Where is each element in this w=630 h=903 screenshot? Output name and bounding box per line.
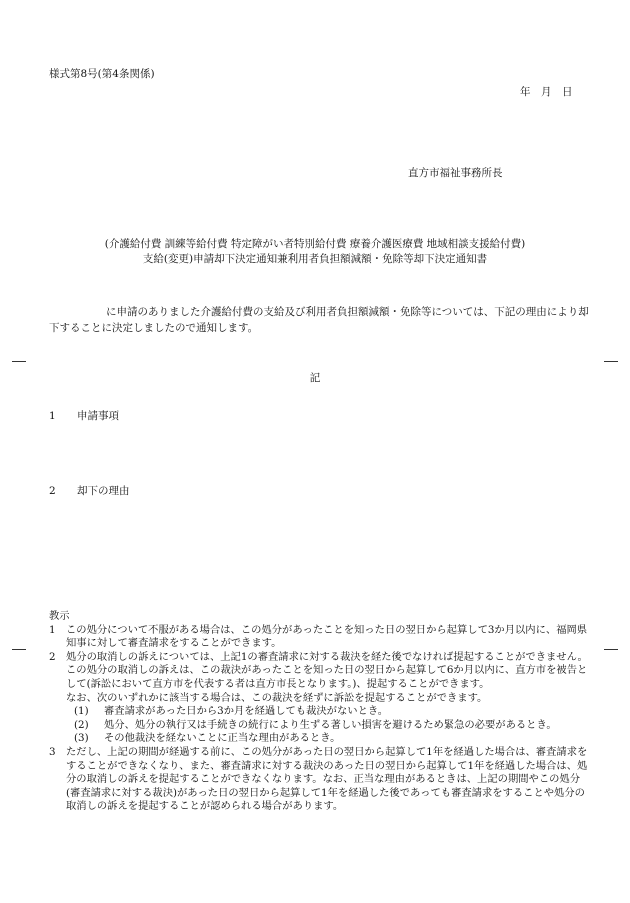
kyouji-item xyxy=(49,651,589,746)
sub-item-number: (2) xyxy=(74,718,89,731)
title-line-2: 支給(変更)申請却下決定通知兼利用者負担額減額・免除等却下決定通知書 xyxy=(142,253,488,265)
kyouji-item xyxy=(49,624,589,651)
kyouji-block xyxy=(49,610,589,814)
sub-item-text: 審査請求があった日から3か月を経過しても裁決がないとき。 xyxy=(104,705,389,718)
section-label: 申請事項 xyxy=(77,410,119,422)
date-line: 年 月 日 xyxy=(520,86,573,98)
item-number: 2 xyxy=(49,650,56,663)
item-number: 3 xyxy=(49,745,56,758)
margin-mark xyxy=(604,361,618,362)
margin-mark xyxy=(12,649,26,650)
section-number: 1 xyxy=(49,410,56,422)
item-text: 処分の取消しの訴えについては、上記1の審査請求に対する裁決を経た後でなければ提起することができません。この処分の取消しの訴えは、この裁決があったことを知った日の翌日から起算して6か月以内に、直方市を被告として(訴訟において直方市を代表する者は直方市長となります。)、提起することができます。 xyxy=(66,650,588,690)
sub-item-number: (1) xyxy=(74,705,89,718)
sub-item-number: (3) xyxy=(74,732,89,745)
margin-mark xyxy=(12,361,26,362)
margin-mark xyxy=(604,649,618,650)
sub-item-text: その他裁決を経ないことに正当な理由があるとき。 xyxy=(104,732,341,745)
sub-item xyxy=(74,732,589,746)
kyouji-item xyxy=(49,746,589,814)
form-number: 様式第8号(第4条関係) xyxy=(49,68,155,80)
item-note: なお、次のいずれかに該当する場合は、この裁決を経ずに訴訟を提起することができます。 xyxy=(66,691,488,704)
section-reason xyxy=(49,484,130,498)
item-number: 1 xyxy=(49,623,56,636)
sub-item-text: 処分、処分の執行又は手続きの続行により生ずる著しい損害を避けるため緊急の必要があるとき。 xyxy=(104,718,557,731)
sub-item xyxy=(74,719,589,733)
issuer: 直方市福祉事務所長 xyxy=(408,167,503,179)
ki-heading: 記 xyxy=(309,372,321,384)
item-text: この処分について不服がある場合は、この処分があったことを知った日の翌日から起算して3か月以内に、福岡県知事に対して審査請求をすることができます。 xyxy=(66,623,588,650)
section-label: 却下の理由 xyxy=(77,485,130,497)
sub-item xyxy=(74,705,589,719)
kyouji-heading: 教示 xyxy=(49,610,70,622)
title-line-1: (介護給付費 訓練等給付費 特定障がい者特別給付費 療養介護医療費 地域相談支援給付費) xyxy=(104,238,526,250)
section-application xyxy=(49,409,119,423)
section-number: 2 xyxy=(49,485,56,497)
intro-text: に申請のありました介護給付費の支給及び利用者負担額減額・免除等については、下記の理由により却下することに決定しましたので通知します。 xyxy=(49,306,589,334)
item-text: ただし、上記の期間が経過する前に、この処分があった日の翌日から起算して1年を経過した場合は、審査請求をすることができなくなり、また、審査請求に対する裁決のあった日の翌日から起算して1年を経過した場合は、処分の取消しの訴えを提起することができなくなります。なお、正当な理由があるときは、上記の期間やこの処分(審査請求に対する裁決)があった日の翌日から起算して1年を経過した後であっても審査請求をすることや処分の取消しの訴えを提起することが認められる場合があります。 xyxy=(66,745,588,813)
